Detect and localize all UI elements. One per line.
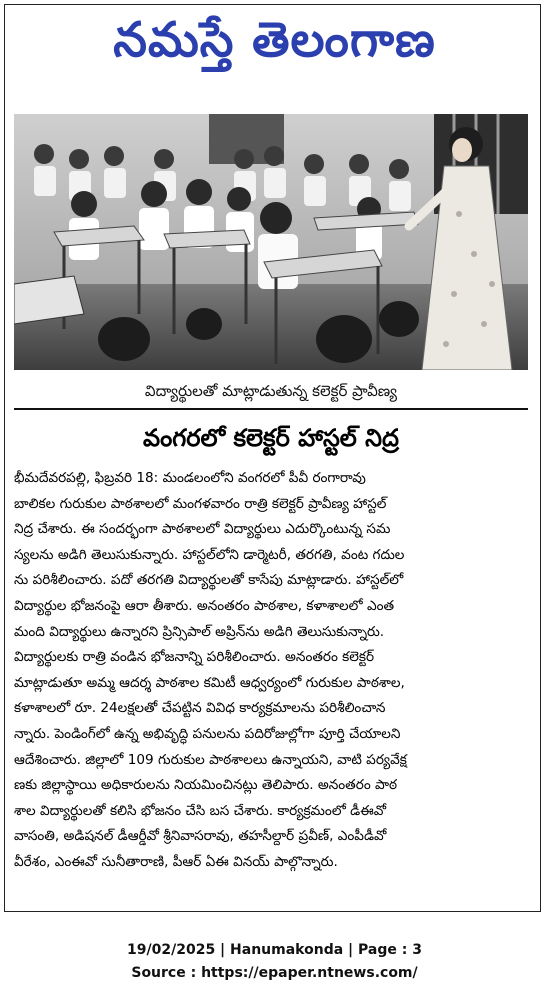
article-line: ఆదేశించారు. జిల్లాలో 109 గురుకుల పాఠశాలలు ఉన్నాయని, వాటి పర్యవేక్ష xyxy=(14,751,407,768)
article-line: వీరేశం, ఎంఈవో సునీతారాణి, పీఆర్ ఏఈ వినయ్ పాల్గొన్నారు. xyxy=(14,853,338,870)
masthead-logo: నమస్తే తెలంగాణ xyxy=(113,12,436,68)
article-line: విద్యార్థుల భోజనంపై ఆరా తీశారు. అనంతరం పాఠశాల, కళాశాలలో ఎంత xyxy=(14,597,395,614)
photo-caption: విద్యార్థులతో మాట్లాడుతున్న కలెక్టర్ ప్రావీణ్య xyxy=(14,374,528,410)
article-body xyxy=(14,466,528,896)
article-line: భీమదేవరపల్లి, ఫిబ్రవరి 18: మండలంలోని వంగరలో పీవీ రంగారావు xyxy=(14,470,366,486)
article-line: బాలికల గురుకుల పాఠశాలలో మంగళవారం రాత్రి కలెక్టర్ ప్రావీణ్య హాస్టల్ xyxy=(14,495,387,512)
footer-date-line: 19/02/2025 | Hanumakonda | Page : 3 xyxy=(127,942,422,958)
article-headline: వంగరలో కలెక్టర్ హాస్టల్ నిద్ర xyxy=(143,424,399,452)
article-line: శాల విద్యార్థులతో కలిసి భోజనం చేసి బస చేశారు. కార్యక్రమంలో డీఈవో xyxy=(14,802,387,819)
article-line: వాసంతి, అడిషనల్ డీఆర్డీవో శ్రీనివాసరావు, తహసీల్దార్ ప్రవీణ్, ఎంపీడీవో xyxy=(14,828,387,845)
article-line: కళాశాలలో రూ. 24లక్షలతో చేపట్టిన వివిధ కార్యక్రమాలను పరిశీలించాన xyxy=(14,700,386,717)
article-line: మాట్లాడుతూ అమ్మ ఆదర్శ పాఠశాల కమిటీ ఆధ్వర్యంలో గురుకుల పాఠశాల, xyxy=(14,674,405,691)
masthead xyxy=(0,2,549,80)
article-line: మంది విద్యార్థులు ఉన్నారని ప్రిన్సిపాల్ అప్రిన్‌ను అడిగి తెలుసుకున్నారు. xyxy=(14,623,385,640)
footer-source-line: Source : https://epaper.ntnews.com/ xyxy=(131,965,418,981)
article-line: ణకు జిల్లాస్థాయి అధికారులను నియమించినట్లు తెలిపారు. అనంతరం పాఠ xyxy=(14,777,398,794)
article-line: స్యలను అడిగి తెలుసుకున్నారు. హాస్టల్‌లోని డార్మెటరీ, తరగతి, వంట గదుల xyxy=(14,546,405,563)
article-line: విద్యార్థులకు రాత్రి వండిన భోజనాన్ని పరిశీలించారు. అనంతరం కలెక్టర్ xyxy=(14,649,375,666)
classroom-photo-illustration xyxy=(14,114,528,370)
article-line: ను పరిశీలించారు. పదో తరగతి విద్యార్థులతో కాసేపు మాట్లాడారు. హాస్టల్‌లో xyxy=(14,572,404,589)
article-line: న్నారు. పెండింగ్‌లో ఉన్న అభివృద్ధి పనులను పదిరోజుల్లోగా పూర్తి చేయాలని xyxy=(14,725,401,742)
classroom-photo xyxy=(14,114,528,370)
article-line: నిద్ర చేశారు. ఈ సందర్భంగా పాఠశాలలో విద్యార్థులు ఎదుర్కొంటున్న సమ xyxy=(14,521,391,538)
